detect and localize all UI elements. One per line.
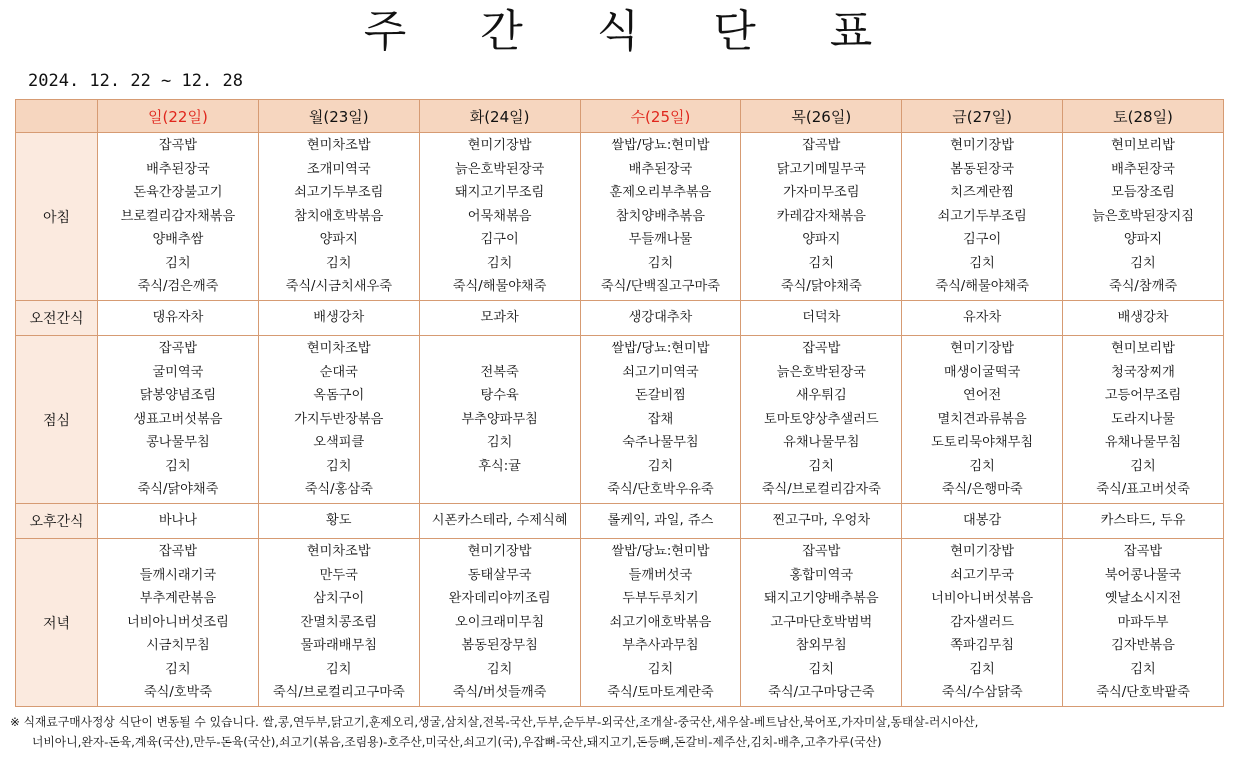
menu-item: 죽식/브로컬리감자죽: [761, 482, 881, 498]
menu-item: 부추사과무침: [622, 638, 699, 654]
menu-item: 물파래배무침: [300, 638, 377, 654]
menu-cell: [1063, 539, 1224, 707]
menu-item: 새우튀김: [795, 388, 847, 404]
menu-item: 양파지: [319, 232, 358, 248]
snack-cell: 시폰카스테라, 수제식혜: [419, 504, 580, 539]
snack-cell: 바나나: [98, 504, 259, 539]
menu-item: 오색피클: [313, 435, 365, 451]
menu-cell: [258, 133, 419, 301]
menu-item: 김구이: [480, 232, 519, 248]
menu-cell: [741, 336, 902, 504]
menu-cell: [419, 539, 580, 707]
menu-item: 김자반볶음: [1111, 638, 1175, 654]
date-range: 2024. 12. 22 ~ 12. 28: [28, 71, 243, 91]
menu-item: 들깨버섯국: [628, 567, 693, 583]
menu-item: 어묵채볶음: [467, 208, 532, 224]
menu-item: 숙주나물무침: [622, 435, 699, 451]
menu-item: 참치애호박볶음: [294, 208, 384, 224]
row-label: 저녁: [16, 539, 98, 707]
menu-item: 잡곡밥: [802, 543, 841, 559]
menu-item: 카레감자채볶음: [776, 208, 866, 224]
menu-item: 양파지: [1123, 232, 1163, 248]
menu-item: 잡곡밥: [158, 340, 198, 356]
menu-item: 김치: [326, 458, 352, 474]
menu-item: 들깨시래기국: [139, 567, 217, 583]
menu-item: 시금치무침: [146, 638, 210, 654]
menu-item: 죽식/브로컬리고구마죽: [272, 685, 405, 701]
menu-item: 무들깨나물: [628, 232, 693, 248]
menu-item: 양파지: [802, 232, 841, 248]
menu-item: 늙은호박된장국: [776, 364, 866, 380]
menu-item: 배추된장국: [1111, 161, 1175, 177]
menu-cell: [902, 539, 1063, 707]
snack-cell: 카스타드, 두유: [1063, 504, 1224, 539]
menu-item: 토마토양상추샐러드: [763, 411, 879, 427]
menu-item: 현미보리밥: [1111, 137, 1175, 153]
menu-item: 김치: [808, 458, 835, 474]
snack-cell: 황도: [258, 504, 419, 539]
menu-item: 잡채: [647, 411, 674, 427]
menu-item: 북어콩나물국: [1104, 567, 1182, 583]
menu-item: 잡곡밥: [158, 543, 198, 559]
menu-item: 쌀밥/당뇨:현미밥: [611, 543, 710, 559]
menu-item: 두부두루치기: [622, 591, 699, 607]
menu-item: 봄동된장국: [950, 161, 1014, 177]
menu-item: 배추된장국: [146, 161, 210, 177]
menu-item: 죽식/은행마죽: [941, 482, 1023, 498]
footnote: [10, 712, 1226, 752]
day-header: 금(27일): [902, 100, 1063, 133]
menu-cell: [580, 539, 741, 707]
menu-item: 쇠고기애호박볶음: [609, 614, 712, 630]
snack-cell: 대봉감: [902, 504, 1063, 539]
menu-item: 쌀밥/당뇨:현미밥: [611, 137, 710, 153]
menu-item: 치즈계란찜: [950, 185, 1014, 201]
menu-cell: [98, 336, 259, 504]
menu-item: 가지두반장볶음: [294, 411, 384, 427]
menu-item: 후식:귤: [478, 458, 521, 474]
menu-item: 쪽파김무침: [950, 638, 1014, 654]
menu-item: 전복죽: [480, 364, 519, 380]
menu-item: 죽식/토마토계란죽: [607, 685, 714, 701]
menu-item: 김치: [1130, 255, 1156, 271]
snack-cell: 유자차: [902, 301, 1063, 336]
menu-cell: [419, 336, 580, 504]
menu-item: 현미기장밥: [950, 543, 1014, 559]
snack-cell: 댕유자차: [98, 301, 259, 336]
menu-item: 쌀밥/당뇨:현미밥: [611, 340, 710, 356]
menu-item: 쇠고기두부조림: [937, 208, 1027, 224]
menu-item: 김치: [1130, 661, 1156, 677]
menu-item: 참외무침: [795, 638, 847, 654]
menu-item: 조개미역국: [306, 161, 371, 177]
menu-item: 죽식/닭야채죽: [780, 279, 862, 295]
menu-item: 만두국: [319, 567, 358, 583]
footnote-line-1: ※ 식재료구매사정상 식단이 변동될 수 있습니다. 쌀,콩,연두부,닭고기,훈제오리,생굴,삼치살,전복-국산,두부,순두부-외국산,조개살-중국산,새우살-베트남산,북어포,가자미살,동태살-러시아산,: [10, 715, 979, 729]
menu-item: 참치양배추볶음: [615, 208, 706, 224]
menu-item: 죽식/호박죽: [143, 685, 212, 701]
menu-item: 죽식/단백질고구마죽: [600, 279, 720, 295]
day-header: 수(25일): [580, 100, 741, 133]
menu-item: 고구마단호박범벅: [770, 614, 873, 630]
day-header: 월(23일): [258, 100, 419, 133]
menu-item: 죽식/시금치새우죽: [285, 279, 392, 295]
day-header: 일(22일): [98, 100, 259, 133]
header-row: [16, 100, 1224, 133]
day-header: 토(28일): [1063, 100, 1224, 133]
menu-item: 김치: [326, 661, 352, 677]
menu-item: 동태살무국: [467, 567, 532, 583]
menu-item: 김치: [969, 255, 995, 271]
menu-item: 너비아니버섯조림: [126, 614, 229, 630]
menu-cell: [902, 133, 1063, 301]
menu-item: 김구이: [963, 232, 1002, 248]
menu-item: 순대국: [319, 364, 358, 380]
menu-item: 유채나물무침: [1104, 435, 1182, 451]
menu-item: 김치: [969, 458, 995, 474]
menu-cell: [580, 336, 741, 504]
menu-cell: [258, 539, 419, 707]
menu-item: 현미차조밥: [306, 137, 371, 153]
snack-cell: 찐고구마, 우엉차: [741, 504, 902, 539]
menu-item: 연어전: [963, 388, 1002, 404]
menu-item: 김치: [165, 255, 191, 271]
menu-item: 부추계란볶음: [139, 591, 217, 607]
menu-item: 양배추쌈: [152, 232, 204, 248]
menu-item: 콩나물무침: [146, 435, 210, 451]
menu-item: 감자샐러드: [950, 614, 1014, 630]
menu-item: 돼지고기양배추볶음: [763, 591, 879, 607]
menu-item: 도라지나물: [1111, 411, 1175, 427]
menu-item: 죽식/해물야채죽: [935, 279, 1029, 295]
menu-item: 닭고기메밀무국: [776, 161, 866, 177]
menu-item: 마파두부: [1117, 614, 1169, 630]
menu-item: 봄동된장무침: [461, 638, 538, 654]
menu-item: 죽식/버섯들깨죽: [452, 685, 547, 701]
menu-item: 잡곡밥: [158, 137, 198, 153]
menu-item: 굴미역국: [152, 364, 204, 380]
menu-item: 유채나물무침: [783, 435, 860, 451]
snack-cell: 모과차: [419, 301, 580, 336]
menu-item: 죽식/수삼닭죽: [941, 685, 1023, 701]
menu-item: 현미기장밥: [467, 137, 532, 153]
menu-item: 김치: [486, 255, 513, 271]
row-label: 점심: [16, 336, 98, 504]
menu-item: 현미차조밥: [306, 543, 371, 559]
menu-cell: [1063, 133, 1224, 301]
menu-item: 청국장찌개: [1111, 364, 1175, 380]
menu-cell: [580, 133, 741, 301]
menu-item: 현미기장밥: [467, 543, 532, 559]
menu-item: 죽식/홍삼죽: [304, 482, 373, 498]
menu-item: 쇠고기두부조림: [294, 185, 384, 201]
menu-item: 부추양파무침: [461, 411, 538, 427]
menu-item: 김치: [647, 661, 674, 677]
menu-cell: [98, 133, 259, 301]
menu-cell: [258, 336, 419, 504]
menu-cell: [741, 133, 902, 301]
menu-item: 브로컬리감자채볶음: [120, 208, 236, 224]
menu-item: 돈갈비찜: [634, 388, 686, 404]
afternoon-snack-row: [16, 504, 1224, 539]
menu-item: 완자데리야끼조림: [448, 591, 551, 607]
menu-item: 김치: [808, 255, 835, 271]
menu-item: 생표고버섯볶음: [133, 411, 223, 427]
menu-item: 김치: [1130, 458, 1156, 474]
menu-item: 쇠고기무국: [950, 567, 1014, 583]
menu-item: 훈제오리부추볶음: [609, 185, 712, 201]
menu-item: 김치: [326, 255, 352, 271]
lunch-row: [16, 336, 1224, 504]
menu-item: 죽식/검은깨죽: [137, 279, 219, 295]
menu-item: 현미기장밥: [950, 340, 1014, 356]
menu-cell: [419, 133, 580, 301]
menu-item: 옛날소시지전: [1104, 591, 1182, 607]
menu-item: 잡곡밥: [1123, 543, 1163, 559]
menu-item: 늙은호박된장지짐: [1092, 208, 1194, 224]
menu-item: 잡곡밥: [802, 340, 841, 356]
menu-item: 죽식/단호박팥죽: [1096, 685, 1190, 701]
page-title: 주 간 식 단 표: [363, 6, 903, 57]
menu-item: 죽식/표고버섯죽: [1096, 482, 1190, 498]
menu-item: 매생이굴떡국: [943, 364, 1021, 380]
menu-item: 죽식/고구마당근죽: [768, 685, 875, 701]
menu-cell: [741, 539, 902, 707]
menu-cell: [98, 539, 259, 707]
menu-item: 늙은호박된장국: [455, 161, 545, 177]
menu-item: 삼치구이: [313, 591, 365, 607]
menu-item: 오이크래미무침: [455, 614, 545, 630]
menu-cell: [902, 336, 1063, 504]
menu-item: 김치: [165, 458, 191, 474]
menu-item: 모듬장조림: [1111, 185, 1175, 201]
menu-item: 돈육간장불고기: [133, 185, 223, 201]
morning-snack-row: [16, 301, 1224, 336]
weekly-menu-table: [15, 99, 1224, 707]
menu-item: 김치: [969, 661, 995, 677]
corner-cell: [16, 100, 98, 133]
menu-item: 죽식/참깨죽: [1108, 279, 1178, 295]
menu-item: 잔멸치콩조림: [300, 614, 377, 630]
menu-item: 죽식/해물야채죽: [452, 279, 547, 295]
menu-item: 현미차조밥: [306, 340, 371, 356]
menu-item: 홍합미역국: [789, 567, 854, 583]
snack-cell: 배생강차: [258, 301, 419, 336]
menu-item: 김치: [486, 661, 513, 677]
row-label: 오후간식: [16, 504, 98, 539]
menu-item: 현미보리밥: [1111, 340, 1175, 356]
menu-item: 김치: [808, 661, 835, 677]
menu-item: 김치: [647, 255, 674, 271]
snack-cell: 더덕차: [741, 301, 902, 336]
menu-item: 배추된장국: [628, 161, 693, 177]
row-label: 오전간식: [16, 301, 98, 336]
snack-cell: 배생강차: [1063, 301, 1224, 336]
menu-item: 김치: [647, 458, 674, 474]
snack-cell: 생강대추차: [580, 301, 741, 336]
menu-item: 고등어무조림: [1104, 388, 1182, 404]
menu-item: 가자미무조림: [783, 185, 860, 201]
menu-item: 김치: [486, 435, 513, 451]
day-header: 화(24일): [419, 100, 580, 133]
day-header: 목(26일): [741, 100, 902, 133]
menu-item: 김치: [165, 661, 191, 677]
breakfast-row: [16, 133, 1224, 301]
menu-item: 멸치견과류볶음: [937, 411, 1027, 427]
menu-item: 돼지고기무조림: [455, 185, 545, 201]
row-label: 아침: [16, 133, 98, 301]
menu-item: 옥돔구이: [313, 388, 365, 404]
menu-item: 죽식/단호박우유죽: [607, 482, 714, 498]
snack-cell: 롤케익, 과일, 쥬스: [580, 504, 741, 539]
menu-item: 잡곡밥: [802, 137, 841, 153]
menu-cell: [1063, 336, 1224, 504]
menu-item: 닭봉양념조림: [139, 388, 217, 404]
menu-item: 죽식/닭야채죽: [137, 482, 219, 498]
menu-item: 현미기장밥: [950, 137, 1014, 153]
menu-item: 탕수육: [480, 388, 519, 404]
menu-item: 도토리묵야채무침: [931, 435, 1034, 451]
menu-item: 너비아니버섯볶음: [931, 591, 1034, 607]
menu-item: 쇠고기미역국: [622, 364, 699, 380]
footnote-line-2: 너비아니,완자-돈육,계육(국산),만두-돈육(국산),쇠고기(볶음,조림용)-호주산,미국산,쇠고기(국),우잡뼈-국산,돼지고기,돈등뼈,돈갈비-제주산,김치-배추,고추가루(국산): [32, 735, 882, 749]
dinner-row: [16, 539, 1224, 707]
